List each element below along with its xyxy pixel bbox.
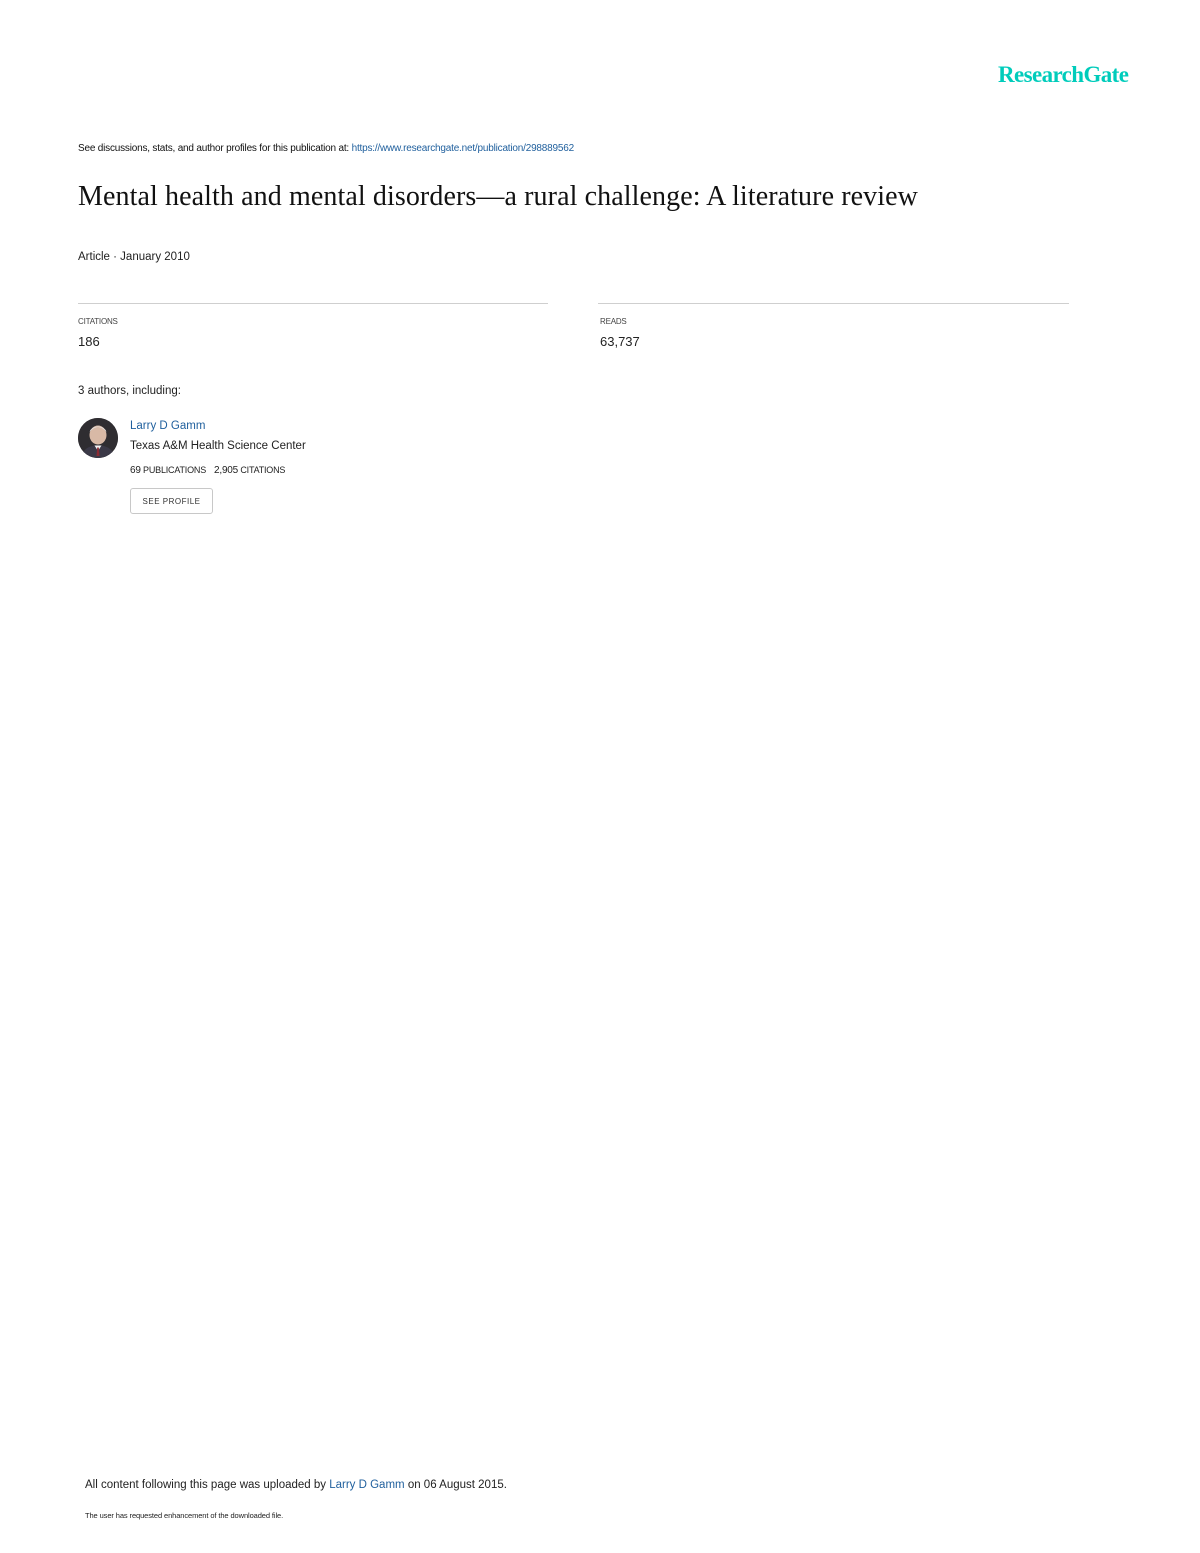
publication-source-line: [78, 142, 574, 156]
upload-prefix: All content following this page was uploaded by: [85, 1479, 330, 1491]
author-stats: [130, 464, 285, 477]
see-text: See discussions, stats, and author profiles for this publication at:: [78, 143, 352, 154]
author-citations-count: 2,905: [214, 465, 239, 476]
see-profile-button[interactable]: SEE PROFILE: [130, 488, 213, 514]
author-citations-label: CITATIONS: [240, 465, 286, 475]
publication-meta: Article · January 2010: [78, 251, 190, 263]
author-publications-label: PUBLICATIONS: [143, 465, 206, 475]
researchgate-logo: ResearchGate: [998, 62, 1129, 87]
publication-title: Mental health and mental disorders—a rural challenge: A literature review: [78, 181, 918, 212]
person-photo-icon: [78, 418, 118, 458]
author-avatar[interactable]: [78, 418, 118, 458]
reads-label: READS: [600, 317, 627, 326]
author-publications-count: 69: [130, 465, 141, 476]
upload-note: [85, 1478, 507, 1492]
divider-right: [598, 303, 1069, 304]
upload-suffix: on 06 August 2015.: [404, 1479, 507, 1491]
enhancement-note: The user has requested enhancement of the downloaded file.: [85, 1511, 284, 1520]
uploader-link[interactable]: Larry D Gamm: [329, 1479, 405, 1491]
divider-left: [78, 303, 548, 304]
authors-label: 3 authors, including:: [78, 385, 181, 397]
author-institution: Texas A&M Health Science Center: [130, 440, 306, 452]
reads-value: 63,737: [600, 334, 640, 349]
citations-value: 186: [78, 334, 100, 349]
citations-label: CITATIONS: [78, 317, 118, 326]
publication-url-link[interactable]: https://www.researchgate.net/publication/298889562: [351, 143, 574, 154]
author-name-link[interactable]: Larry D Gamm: [130, 420, 206, 432]
